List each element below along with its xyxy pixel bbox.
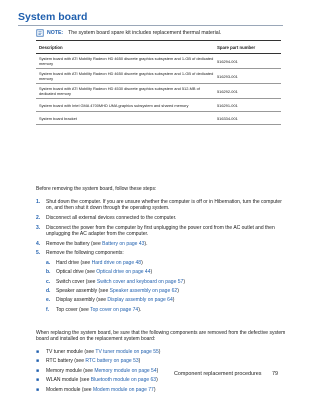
bluetooth-module-link[interactable]: Bluetooth module on page 63: [90, 377, 157, 384]
substep-item: [36, 297, 286, 303]
step-number: 5.: [36, 250, 41, 257]
page-title: System board: [18, 11, 88, 23]
step-item: [36, 250, 286, 256]
bullet-text: Modem module (see: [46, 386, 93, 393]
table-row: [36, 54, 281, 69]
substep-text: Hard drive (see: [56, 259, 92, 266]
substep-letter: a.: [46, 259, 51, 266]
bullet-icon: ■: [36, 386, 40, 393]
row-part-number: 516334-001: [217, 115, 238, 121]
footer-section: Component replacement procedures: [174, 371, 262, 377]
bullet-text-after: ): [156, 377, 158, 384]
top-cover-link[interactable]: Top cover on page 74: [90, 306, 139, 313]
step-text: Remove the following components:: [46, 250, 124, 257]
step-text: Remove the battery (see: [46, 240, 103, 247]
substep-letter: f.: [46, 306, 50, 313]
substep-text-after: ): [172, 297, 175, 304]
row-description: System board with ATI Mobility Radeon HD 4650 discrete graphics subsystem and 1-GB of dedicated memory: [39, 71, 214, 81]
table-row: [36, 112, 281, 125]
list-item: [36, 358, 286, 364]
speaker-assembly-link[interactable]: Speaker assembly on page 62: [109, 288, 178, 294]
bullet-icon: ■: [36, 377, 40, 384]
substep-text: Switch cover (see: [56, 278, 97, 285]
substep-item: [36, 260, 286, 266]
step-text: Disconnect all external devices connected to the computer.: [46, 215, 177, 221]
substep-text: Top cover (see: [56, 306, 91, 313]
page-footer: [174, 371, 278, 377]
table-row: [36, 99, 281, 112]
note-box: [36, 29, 221, 37]
bullet-text-after: ): [153, 386, 156, 393]
substep-item: [36, 269, 286, 275]
table-header-row: [36, 41, 281, 54]
step-item: [36, 215, 286, 221]
bullet-icon: ■: [36, 358, 40, 365]
list-item: [36, 349, 286, 355]
row-description: System board bracket: [39, 115, 77, 121]
substep-letter: b.: [46, 269, 51, 276]
substep-text-after: ).: [138, 306, 142, 313]
substep-letter: c.: [46, 278, 51, 285]
note-icon: [36, 29, 44, 37]
bullet-text-after: ): [156, 367, 159, 374]
bullet-icon: ■: [36, 349, 40, 355]
substep-item: [36, 288, 286, 294]
bullet-text: Memory module (see: [46, 367, 95, 374]
rtc-battery-link[interactable]: RTC battery on page 53: [85, 358, 139, 365]
header-spare-part-number: Spare part number: [217, 44, 256, 50]
step-number: 4.: [36, 240, 41, 247]
substep-text: Optical drive (see: [56, 269, 97, 276]
substep-text-after: ): [183, 278, 185, 285]
bullet-text-after: ): [138, 358, 141, 365]
row-description: System board with Intel GMA 4700MHD UMA graphics subsystem and shared memory: [39, 102, 189, 108]
step-item: [36, 199, 286, 212]
table-row: [36, 69, 281, 84]
substep-text-after: ): [150, 269, 153, 276]
title-divider: [18, 25, 283, 26]
bullet-text: WLAN module (see: [46, 377, 91, 384]
switch-cover-link[interactable]: Switch cover and keyboard on page 57: [96, 278, 184, 285]
header-description: Description: [39, 44, 63, 50]
step-text: Shut down the computer. If you are unsure whether the computer is off or in Hibernation, turn the computer on, and then shut it down through the operating system.: [46, 199, 282, 212]
bullet-icon: ■: [36, 367, 40, 374]
row-part-number: 516294-001: [217, 58, 238, 64]
bullet-text: RTC battery (see: [46, 358, 86, 365]
spare-parts-table: [36, 40, 281, 125]
row-part-number: 516291-001: [217, 102, 238, 108]
substep-item: [36, 307, 286, 313]
row-description: System board with ATI Mobility Radeon HD 4530 discrete graphics subsystem and 512-MB of dedicated memory: [39, 86, 200, 96]
bullet-text-after: ): [158, 349, 161, 355]
substep-letter: e.: [46, 297, 51, 304]
substep-text-after: ): [177, 288, 179, 294]
replacement-note: When replacing the system board, be sure that the following components are removed from the defective system board and installed on the replacement system board:: [36, 330, 286, 343]
list-item: [36, 387, 286, 393]
modem-module-link[interactable]: Modem module on page 77: [92, 386, 154, 393]
list-item: [36, 377, 286, 383]
step-item: [36, 241, 286, 247]
step-text-after: ).: [144, 240, 148, 247]
procedure-steps: [36, 199, 286, 316]
substep-text: Display assembly (see: [56, 297, 108, 304]
step-number: 1.: [36, 199, 41, 205]
hard-drive-link[interactable]: Hard drive on page 48: [91, 259, 142, 266]
bullet-text: TV tuner module (see: [46, 349, 96, 355]
substep-text-after: ): [141, 259, 143, 266]
substep-letter: d.: [46, 288, 51, 294]
row-description: System board with ATI Mobility Radeon HD 4650 discrete graphics subsystem and 1-GB of dedicated memory: [39, 56, 214, 66]
display-assembly-link[interactable]: Display assembly on page 64: [107, 297, 173, 304]
substep-item: [36, 279, 286, 285]
tv-tuner-link[interactable]: TV tuner module on page 55: [95, 349, 159, 355]
battery-link[interactable]: Battery on page 43: [102, 240, 145, 247]
optical-drive-link[interactable]: Optical drive on page 44: [96, 269, 151, 276]
row-part-number: 516293-001: [217, 73, 238, 79]
page-number: 79: [272, 371, 278, 377]
intro-text: Before removing the system board, follow these steps:: [36, 186, 157, 192]
row-part-number: 516292-001: [217, 88, 238, 94]
step-text: Disconnect the power from the computer by first unplugging the power cord from the AC outlet and then unplugging the AC adapter from the computer.: [46, 224, 275, 237]
note-text: The system board spare kit includes replacement thermal material.: [68, 30, 222, 36]
memory-module-link[interactable]: Memory module on page 54: [94, 367, 157, 374]
note-label: NOTE:: [47, 30, 64, 36]
table-row: [36, 84, 281, 99]
step-item: [36, 225, 286, 238]
step-number: 2.: [36, 215, 41, 221]
substep-text: Speaker assembly (see: [56, 288, 110, 294]
step-number: 3.: [36, 224, 41, 231]
